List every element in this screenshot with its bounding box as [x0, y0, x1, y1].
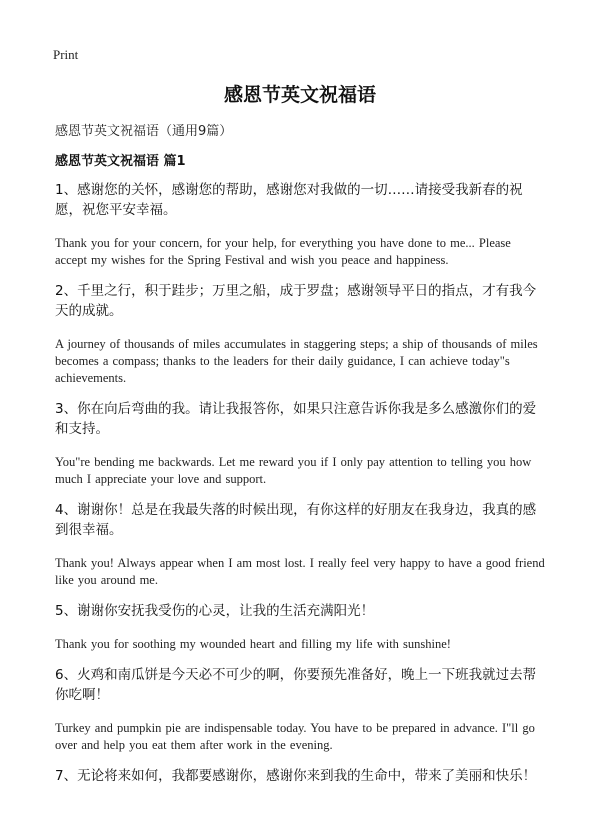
- list-item-en: Turkey and pumpkin pie are indispensable today. You have to be prepared in advance. I"ll go over and help you eat them after work in the evening.: [55, 721, 535, 752]
- list-item-en: Thank you for your concern, for your help, for everything you have done to me... Please accept my wishes for the Spring Festival and wish you peace and happiness.: [55, 236, 511, 267]
- list-item-zh: 7、无论将来如何，我都要感谢你，感谢你来到我的生命中，带来了美丽和快乐！: [55, 768, 537, 784]
- list-item-zh: 1、感谢您的关怀，感谢您的帮助，感谢您对我做的一切……请接受我新春的祝愿，祝您平安幸福。: [55, 182, 523, 218]
- section-heading: 感恩节英文祝福语 篇1: [55, 154, 186, 169]
- list-item-zh: 5、谢谢你安抚我受伤的心灵，让我的生活充满阳光！: [55, 603, 375, 619]
- list-item-en: A journey of thousands of miles accumulates in staggering steps; a ship of thousands of miles becomes a compass; thanks to the leaders for their daily guidance, I can achieve today"s achievements.: [55, 337, 538, 385]
- page-title: 感恩节英文祝福语: [223, 84, 376, 106]
- list-item-en: You"re bending me backwards. Let me reward you if I only pay attention to telling you how much I appreciate your love and support.: [55, 455, 532, 486]
- print-link[interactable]: Print: [53, 47, 79, 62]
- list-item-en: Thank you for soothing my wounded heart and filling my life with sunshine!: [55, 637, 451, 651]
- list-item-zh: 3、你在向后弯曲的我。请让我报答你，如果只注意告诉你我是多么感激你们的爱和支持。: [55, 401, 537, 437]
- document-subtitle: 感恩节英文祝福语（通用9篇）: [55, 124, 233, 139]
- list-item-zh: 2、千里之行，积于跬步；万里之船，成于罗盘；感谢领导平日的指点，才有我今天的成就。: [55, 283, 537, 319]
- list-item-en: Thank you! Always appear when I am most lost. I really feel very happy to have a good friend like you around me.: [55, 556, 545, 587]
- list-item-zh: 6、火鸡和南瓜饼是今天必不可少的啊，你要预先准备好，晚上一下班我就过去帮你吃啊！: [55, 667, 537, 703]
- document-body: [55, 180, 545, 801]
- list-item-zh: 4、谢谢你！总是在我最失落的时候出现，有你这样的好朋友在我身边，我真的感到很幸福。: [55, 502, 537, 538]
